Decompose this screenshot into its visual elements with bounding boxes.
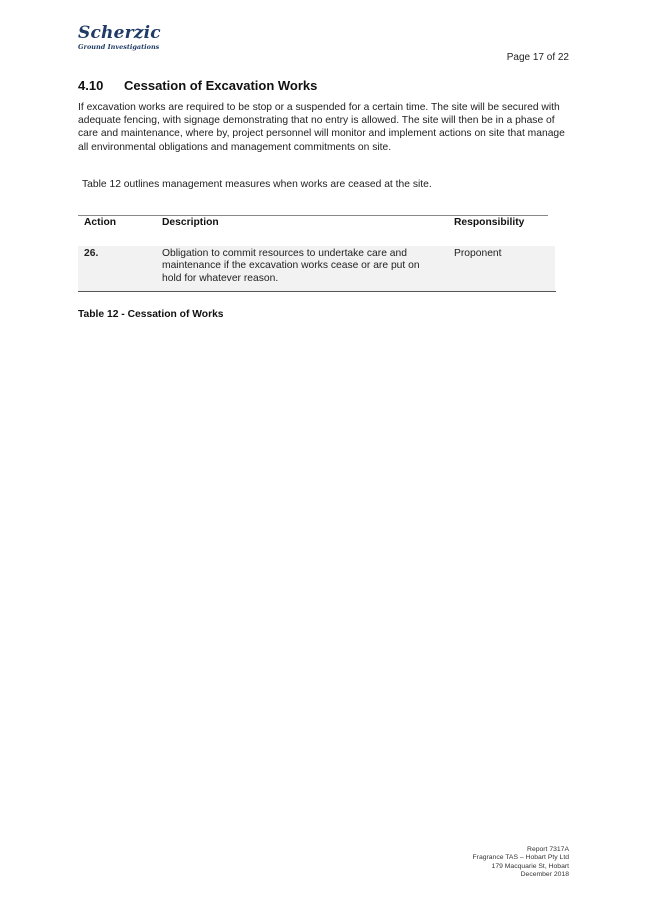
footer-line: December 2018	[520, 870, 569, 878]
table-header-responsibility: Responsibility	[454, 217, 525, 228]
section-paragraph: If excavation works are required to be stop or a suspended for a certain time. The site will be secured with adequate fencing, with signage demonstrating that no entry is allowed. The site will then be in a phase of care and maintenance, where by, project personnel will monitor and implement actions on site that manage all environmental obligations and management commitments on site.	[78, 102, 565, 153]
section-number: 4.10	[78, 78, 104, 93]
logo-name: Scherzic	[78, 23, 161, 43]
company-logo	[78, 24, 161, 51]
table-cell-description: Obligation to commit resources to undertake care and maintenance if the excavation works cease or are put on hold for whatever reason.	[162, 248, 420, 284]
logo-tagline: Ground Investigations	[78, 43, 160, 51]
table-intro-text: Table 12 outlines management measures when works are ceased at the site.	[82, 179, 432, 190]
table-caption: Table 12 - Cessation of Works	[78, 309, 224, 320]
report-footer	[473, 846, 569, 879]
page-number: Page 17 of 22	[506, 52, 569, 63]
footer-line: Fragrance TAS – Hobart Pty Ltd	[472, 854, 569, 862]
table-cell-responsibility: Proponent	[454, 248, 502, 259]
table-top-rule	[78, 215, 548, 216]
footer-line: 179 Macquarie St, Hobart	[491, 862, 569, 870]
table-header-description: Description	[162, 217, 219, 228]
footer-line: Report 7317A	[527, 846, 569, 853]
section-title: Cessation of Excavation Works	[124, 78, 318, 93]
table-cell-action: 26.	[84, 248, 99, 259]
table-bottom-rule	[78, 291, 556, 292]
section-heading	[78, 78, 317, 93]
table-header-action: Action	[84, 217, 117, 228]
